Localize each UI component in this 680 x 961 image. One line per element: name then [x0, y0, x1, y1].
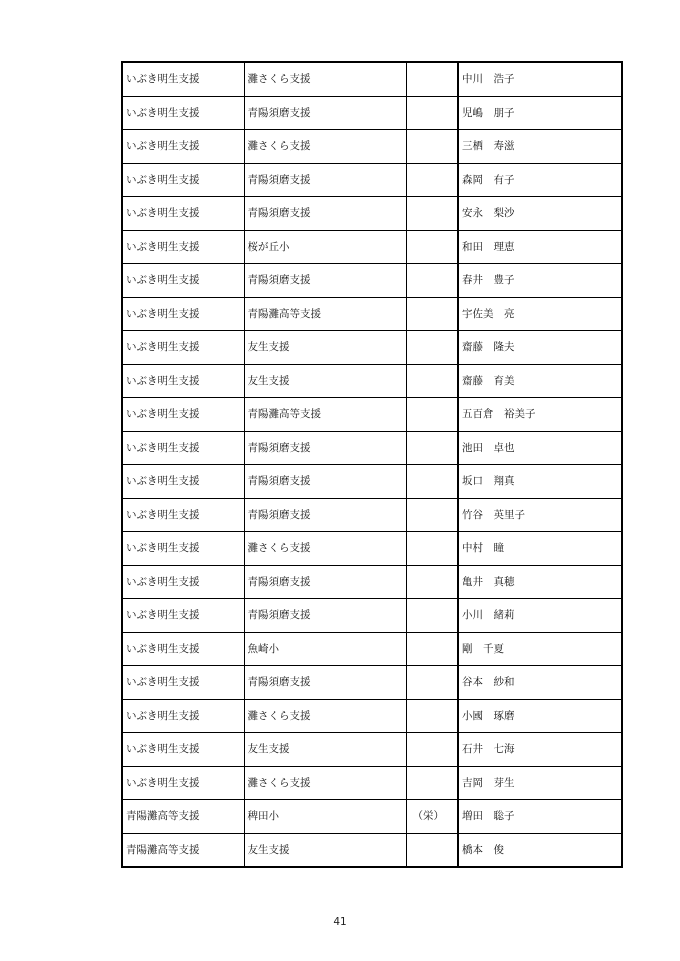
table-row	[122, 766, 622, 800]
previous-school-cell: 桜が丘小	[244, 230, 406, 264]
new-school-cell: いぶき明生支援	[122, 163, 244, 197]
table-row	[122, 532, 622, 566]
table-row	[122, 398, 622, 432]
note-cell	[406, 297, 458, 331]
note-cell	[406, 833, 458, 867]
previous-school-cell: 青陽須磨支援	[244, 431, 406, 465]
person-name-cell: 春井 豊子	[458, 264, 622, 298]
note-cell	[406, 465, 458, 499]
table-row	[122, 230, 622, 264]
page-number: 41	[333, 916, 347, 928]
new-school-cell: いぶき明生支援	[122, 498, 244, 532]
note-cell	[406, 130, 458, 164]
person-name-cell: 児嶋 朋子	[458, 96, 622, 130]
table-row	[122, 699, 622, 733]
person-name-cell: 森岡 有子	[458, 163, 622, 197]
table-row	[122, 197, 622, 231]
new-school-cell: いぶき明生支援	[122, 565, 244, 599]
table-row	[122, 62, 622, 96]
table-row	[122, 331, 622, 365]
new-school-cell: いぶき明生支援	[122, 398, 244, 432]
new-school-cell: いぶき明生支援	[122, 230, 244, 264]
table-row	[122, 833, 622, 867]
person-name-cell: 五百倉 裕美子	[458, 398, 622, 432]
new-school-cell: いぶき明生支援	[122, 632, 244, 666]
previous-school-cell: 灘さくら支援	[244, 766, 406, 800]
previous-school-cell: 友生支援	[244, 364, 406, 398]
note-cell	[406, 431, 458, 465]
previous-school-cell: 友生支援	[244, 833, 406, 867]
new-school-cell: いぶき明生支援	[122, 465, 244, 499]
person-name-cell: 中村 瞳	[458, 532, 622, 566]
new-school-cell: いぶき明生支援	[122, 197, 244, 231]
table-row	[122, 599, 622, 633]
table-row	[122, 163, 622, 197]
note-cell	[406, 565, 458, 599]
person-name-cell: 池田 卓也	[458, 431, 622, 465]
new-school-cell: いぶき明生支援	[122, 532, 244, 566]
note-cell	[406, 666, 458, 700]
previous-school-cell: 青陽灘高等支援	[244, 297, 406, 331]
new-school-cell: いぶき明生支援	[122, 331, 244, 365]
previous-school-cell: 友生支援	[244, 331, 406, 365]
note-cell	[406, 230, 458, 264]
person-name-cell: 和田 理恵	[458, 230, 622, 264]
person-name-cell: 齋藤 隆夫	[458, 331, 622, 365]
person-name-cell: 谷本 紗和	[458, 666, 622, 700]
person-name-cell: 安永 梨沙	[458, 197, 622, 231]
previous-school-cell: 青陽灘高等支援	[244, 398, 406, 432]
person-name-cell: 中川 浩子	[458, 62, 622, 96]
note-cell	[406, 197, 458, 231]
new-school-cell: いぶき明生支援	[122, 733, 244, 767]
previous-school-cell: 青陽須磨支援	[244, 96, 406, 130]
personnel-table	[121, 61, 623, 868]
person-name-cell: 小國 琢磨	[458, 699, 622, 733]
new-school-cell: いぶき明生支援	[122, 699, 244, 733]
note-cell	[406, 62, 458, 96]
person-name-cell: 石井 七海	[458, 733, 622, 767]
table-row	[122, 364, 622, 398]
person-name-cell: 橋本 俊	[458, 833, 622, 867]
previous-school-cell: 灘さくら支援	[244, 532, 406, 566]
new-school-cell: いぶき明生支援	[122, 130, 244, 164]
person-name-cell: 三栖 寿滋	[458, 130, 622, 164]
person-name-cell: 竹谷 英里子	[458, 498, 622, 532]
note-cell	[406, 532, 458, 566]
previous-school-cell: 青陽須磨支援	[244, 264, 406, 298]
new-school-cell: いぶき明生支援	[122, 431, 244, 465]
table-row	[122, 96, 622, 130]
previous-school-cell: 青陽須磨支援	[244, 465, 406, 499]
table-row	[122, 666, 622, 700]
new-school-cell: いぶき明生支援	[126, 73, 200, 85]
person-name-cell: 坂口 翔真	[458, 465, 622, 499]
previous-school-cell: 灘さくら支援	[244, 130, 406, 164]
note-cell	[406, 699, 458, 733]
table-row	[122, 800, 622, 834]
note-cell	[406, 632, 458, 666]
person-name-cell: 吉岡 芽生	[458, 766, 622, 800]
note-cell	[406, 733, 458, 767]
table-row	[122, 733, 622, 767]
person-name-cell: 剛 千夏	[458, 632, 622, 666]
note-cell: （栄）	[406, 800, 458, 834]
new-school-cell: いぶき明生支援	[122, 599, 244, 633]
person-name-cell: 増田 聡子	[458, 800, 622, 834]
previous-school-cell: 青陽須磨支援	[244, 163, 406, 197]
previous-school-cell: 灘さくら支援	[244, 62, 406, 96]
table-row	[122, 498, 622, 532]
previous-school-cell: 青陽須磨支援	[244, 197, 406, 231]
previous-school-cell: 稗田小	[244, 800, 406, 834]
note-cell	[406, 264, 458, 298]
previous-school-cell: 魚崎小	[244, 632, 406, 666]
new-school-cell: いぶき明生支援	[122, 364, 244, 398]
note-cell	[406, 766, 458, 800]
new-school-cell: いぶき明生支援	[122, 297, 244, 331]
table-row	[122, 565, 622, 599]
new-school-cell: 青陽灘高等支援	[122, 833, 244, 867]
previous-school-cell: 青陽須磨支援	[244, 666, 406, 700]
note-cell	[406, 599, 458, 633]
previous-school-cell: 青陽須磨支援	[244, 565, 406, 599]
note-cell	[406, 163, 458, 197]
table-row	[122, 632, 622, 666]
note-cell	[406, 398, 458, 432]
person-name-cell: 宇佐美 亮	[458, 297, 622, 331]
table-row	[122, 264, 622, 298]
person-name-cell: 亀井 真穂	[458, 565, 622, 599]
previous-school-cell: 青陽須磨支援	[244, 498, 406, 532]
new-school-cell: 青陽灘高等支援	[122, 800, 244, 834]
note-cell	[406, 364, 458, 398]
new-school-cell: いぶき明生支援	[122, 766, 244, 800]
previous-school-cell: 友生支援	[244, 733, 406, 767]
table-row	[122, 431, 622, 465]
person-name-cell: 小川 緒莉	[458, 599, 622, 633]
table-row	[122, 465, 622, 499]
personnel-table-body	[122, 62, 622, 867]
person-name-cell: 齋藤 育美	[458, 364, 622, 398]
note-cell	[406, 498, 458, 532]
new-school-cell: いぶき明生支援	[122, 96, 244, 130]
note-cell	[406, 96, 458, 130]
table-row	[122, 297, 622, 331]
new-school-cell: いぶき明生支援	[122, 666, 244, 700]
previous-school-cell: 青陽須磨支援	[244, 599, 406, 633]
new-school-cell: いぶき明生支援	[122, 264, 244, 298]
previous-school-cell: 灘さくら支援	[244, 699, 406, 733]
note-cell	[406, 331, 458, 365]
table-row	[122, 130, 622, 164]
